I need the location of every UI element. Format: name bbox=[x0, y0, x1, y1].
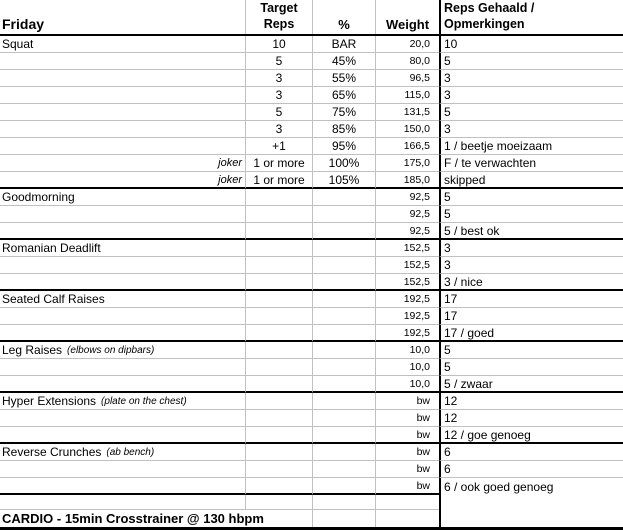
target-reps-cell[interactable]: 1 or more bbox=[245, 155, 312, 172]
reps-comment-cell[interactable]: 5 / zwaar bbox=[439, 376, 623, 393]
reps-comment-cell[interactable]: 5 bbox=[439, 53, 623, 70]
target-reps-cell[interactable] bbox=[245, 359, 312, 376]
target-reps-cell[interactable] bbox=[245, 410, 312, 427]
percent-cell[interactable] bbox=[312, 342, 375, 359]
empty-cell[interactable] bbox=[375, 495, 439, 510]
reps-achieved-label-line2: Opmerkingen bbox=[444, 16, 525, 31]
exercise-cell[interactable] bbox=[0, 138, 245, 155]
reps-comment-cell[interactable]: 6 bbox=[439, 461, 623, 478]
reps-comment-cell[interactable]: 17 bbox=[439, 291, 623, 308]
header-row bbox=[0, 0, 623, 36]
weight-cell[interactable]: bw bbox=[375, 478, 439, 495]
cardio-label: CARDIO - 15min Crosstrainer @ 130 hbpm bbox=[2, 511, 264, 526]
target-reps-cell[interactable] bbox=[245, 376, 312, 393]
exercise-cell[interactable] bbox=[0, 70, 245, 87]
empty-cell[interactable] bbox=[312, 495, 375, 510]
weight-cell[interactable]: 192,5 bbox=[375, 308, 439, 325]
reps-comment-cell[interactable]: 5 bbox=[439, 342, 623, 359]
reps-comment-cell[interactable]: 6 bbox=[439, 444, 623, 461]
target-reps-cell[interactable]: 1 or more bbox=[245, 172, 312, 189]
weight-label: Weight bbox=[385, 17, 430, 32]
percent-cell[interactable] bbox=[312, 223, 375, 240]
sheet-row bbox=[0, 257, 623, 274]
weight-cell[interactable]: 92,5 bbox=[375, 189, 439, 206]
exercise-cell[interactable] bbox=[0, 53, 245, 70]
weight-cell[interactable]: 152,5 bbox=[375, 274, 439, 291]
sheet-row bbox=[0, 291, 623, 308]
target-reps-cell[interactable] bbox=[245, 240, 312, 257]
exercise-cell[interactable] bbox=[0, 87, 245, 104]
exercise-name: Hyper Extensions bbox=[2, 394, 97, 408]
exercise-note: (plate on the chest) bbox=[101, 395, 187, 407]
weight-cell[interactable]: 152,5 bbox=[375, 257, 439, 274]
percent-cell[interactable] bbox=[312, 461, 375, 478]
empty-cell[interactable] bbox=[439, 510, 623, 527]
weight-cell[interactable]: 131,5 bbox=[375, 104, 439, 121]
sheet-row bbox=[0, 223, 623, 240]
exercise-cell[interactable] bbox=[0, 461, 245, 478]
percent-cell[interactable] bbox=[312, 189, 375, 206]
reps-comment-cell[interactable]: 6 / ook goed genoeg bbox=[439, 478, 623, 495]
sheet-row bbox=[0, 206, 623, 223]
target-reps-cell[interactable]: 3 bbox=[245, 121, 312, 138]
weight-cell[interactable]: bw bbox=[375, 410, 439, 427]
exercise-name: Seated Calf Raises bbox=[2, 292, 105, 306]
percent-cell[interactable]: 75% bbox=[312, 104, 375, 121]
weight-cell[interactable]: 185,0 bbox=[375, 172, 439, 189]
exercise-cell[interactable] bbox=[0, 36, 245, 53]
reps-comment-cell[interactable]: 5 bbox=[439, 359, 623, 376]
sheet-row bbox=[0, 121, 623, 138]
percent-cell[interactable] bbox=[312, 325, 375, 342]
exercise-cell[interactable] bbox=[0, 121, 245, 138]
sheet-row bbox=[0, 342, 623, 359]
exercise-cell[interactable] bbox=[0, 308, 245, 325]
reps-comment-cell[interactable]: skipped bbox=[439, 172, 623, 189]
empty-cell[interactable] bbox=[439, 495, 623, 510]
reps-comment-cell[interactable]: 5 / best ok bbox=[439, 223, 623, 240]
target-reps-cell[interactable]: 5 bbox=[245, 53, 312, 70]
reps-comment-cell[interactable]: 3 bbox=[439, 240, 623, 257]
reps-comment-cell[interactable]: 3 bbox=[439, 121, 623, 138]
exercise-cell[interactable] bbox=[0, 206, 245, 223]
target-reps-cell[interactable] bbox=[245, 291, 312, 308]
percent-cell[interactable] bbox=[312, 257, 375, 274]
reps-comment-cell[interactable]: 17 bbox=[439, 308, 623, 325]
percent-cell[interactable]: 100% bbox=[312, 155, 375, 172]
sheet-row bbox=[0, 70, 623, 87]
sheet-row bbox=[0, 478, 623, 495]
weight-cell[interactable]: bw bbox=[375, 461, 439, 478]
sheet-row bbox=[0, 36, 623, 53]
target-reps-cell[interactable]: +1 bbox=[245, 138, 312, 155]
reps-comment-cell[interactable]: 12 bbox=[439, 393, 623, 410]
exercise-cell[interactable] bbox=[0, 444, 245, 461]
reps-comment-cell[interactable]: 17 / goed bbox=[439, 325, 623, 342]
weight-cell[interactable]: 192,5 bbox=[375, 325, 439, 342]
target-reps-cell[interactable] bbox=[245, 257, 312, 274]
weight-cell[interactable]: bw bbox=[375, 393, 439, 410]
target-reps-cell[interactable] bbox=[245, 427, 312, 444]
sheet-row bbox=[0, 376, 623, 393]
weight-cell[interactable]: 166,5 bbox=[375, 138, 439, 155]
empty-row bbox=[0, 495, 623, 510]
sheet-row bbox=[0, 87, 623, 104]
target-reps-cell[interactable] bbox=[245, 206, 312, 223]
empty-cell[interactable] bbox=[312, 510, 375, 527]
exercise-cell[interactable] bbox=[0, 240, 245, 257]
target-reps-cell[interactable]: 10 bbox=[245, 36, 312, 53]
weight-cell[interactable]: 92,5 bbox=[375, 206, 439, 223]
weight-cell[interactable]: 20,0 bbox=[375, 36, 439, 53]
reps-comment-cell[interactable]: F / te verwachten bbox=[439, 155, 623, 172]
reps-comment-cell[interactable]: 3 bbox=[439, 87, 623, 104]
reps-comment-cell[interactable]: 5 bbox=[439, 206, 623, 223]
percent-cell[interactable]: 105% bbox=[312, 172, 375, 189]
empty-cell[interactable] bbox=[375, 510, 439, 527]
exercise-cell[interactable] bbox=[0, 257, 245, 274]
sheet-row bbox=[0, 172, 623, 189]
sheet-row bbox=[0, 325, 623, 342]
sheet-row bbox=[0, 240, 623, 257]
reps-comment-cell[interactable]: 12 bbox=[439, 410, 623, 427]
weight-header-cell[interactable] bbox=[375, 0, 439, 34]
target-reps-cell[interactable] bbox=[245, 393, 312, 410]
exercise-cell[interactable] bbox=[0, 189, 245, 206]
day-header-cell[interactable] bbox=[0, 0, 245, 34]
weight-cell[interactable]: 192,5 bbox=[375, 291, 439, 308]
cardio-row bbox=[0, 510, 623, 527]
exercise-name: Goodmorning bbox=[2, 190, 75, 204]
sheet-row bbox=[0, 138, 623, 155]
weight-cell[interactable]: bw bbox=[375, 444, 439, 461]
weight-cell[interactable]: 152,5 bbox=[375, 240, 439, 257]
percent-cell[interactable] bbox=[312, 376, 375, 393]
exercise-name: Squat bbox=[2, 37, 34, 51]
reps-comment-cell[interactable]: 10 bbox=[439, 36, 623, 53]
weight-cell[interactable]: 80,0 bbox=[375, 53, 439, 70]
sheet-row bbox=[0, 410, 623, 427]
percent-cell[interactable]: 65% bbox=[312, 87, 375, 104]
percent-label: % bbox=[338, 17, 350, 32]
exercise-name: Reverse Crunches bbox=[2, 445, 102, 459]
exercise-cell[interactable] bbox=[0, 274, 245, 291]
reps-comment-cell[interactable]: 3 / nice bbox=[439, 274, 623, 291]
exercise-note: (elbows on dipbars) bbox=[67, 344, 155, 356]
reps-comment-cell[interactable]: 5 bbox=[439, 189, 623, 206]
target-reps-cell[interactable] bbox=[245, 444, 312, 461]
rows-container bbox=[0, 36, 623, 495]
percent-cell[interactable] bbox=[312, 308, 375, 325]
target-reps-cell[interactable] bbox=[245, 478, 312, 495]
sheet-row bbox=[0, 444, 623, 461]
sheet-row bbox=[0, 308, 623, 325]
target-reps-cell[interactable] bbox=[245, 223, 312, 240]
target-reps-cell[interactable]: 3 bbox=[245, 87, 312, 104]
weight-cell[interactable]: 150,0 bbox=[375, 121, 439, 138]
reps-comment-cell[interactable]: 3 bbox=[439, 70, 623, 87]
reps-comment-cell[interactable]: 1 / beetje moeizaam bbox=[439, 138, 623, 155]
reps-comment-cell[interactable]: 5 bbox=[439, 104, 623, 121]
sheet-row bbox=[0, 359, 623, 376]
target-reps-cell[interactable] bbox=[245, 461, 312, 478]
sheet-row bbox=[0, 155, 623, 172]
sheet-row bbox=[0, 189, 623, 206]
weight-cell[interactable]: 10,0 bbox=[375, 342, 439, 359]
cardio-cell[interactable] bbox=[0, 510, 312, 527]
sheet-row bbox=[0, 104, 623, 121]
percent-cell[interactable] bbox=[312, 393, 375, 410]
sheet-row bbox=[0, 393, 623, 410]
sheet-row bbox=[0, 274, 623, 291]
weight-cell[interactable]: 175,0 bbox=[375, 155, 439, 172]
weight-cell[interactable]: bw bbox=[375, 427, 439, 444]
exercise-cell[interactable] bbox=[0, 478, 245, 495]
percent-cell[interactable]: 95% bbox=[312, 138, 375, 155]
percent-cell[interactable]: 85% bbox=[312, 121, 375, 138]
empty-cell[interactable] bbox=[0, 495, 245, 510]
percent-cell[interactable] bbox=[312, 291, 375, 308]
weight-cell[interactable]: 115,0 bbox=[375, 87, 439, 104]
empty-cell[interactable] bbox=[245, 495, 312, 510]
weight-cell[interactable]: 10,0 bbox=[375, 359, 439, 376]
exercise-cell[interactable] bbox=[0, 342, 245, 359]
percent-cell[interactable] bbox=[312, 206, 375, 223]
weight-cell[interactable]: 96,5 bbox=[375, 70, 439, 87]
target-reps-label-line2: Reps bbox=[263, 16, 295, 31]
sheet-row bbox=[0, 53, 623, 70]
exercise-cell[interactable] bbox=[0, 223, 245, 240]
reps-comment-cell[interactable]: 3 bbox=[439, 257, 623, 274]
target-reps-cell[interactable]: 5 bbox=[245, 104, 312, 121]
exercise-cell[interactable] bbox=[0, 393, 245, 410]
target-reps-cell[interactable] bbox=[245, 274, 312, 291]
exercise-cell[interactable] bbox=[0, 376, 245, 393]
weight-cell[interactable]: 10,0 bbox=[375, 376, 439, 393]
reps-achieved-header-cell[interactable] bbox=[439, 0, 623, 34]
target-reps-label-line1: Target bbox=[260, 1, 298, 15]
exercise-cell[interactable] bbox=[0, 359, 245, 376]
exercise-cell[interactable]: joker bbox=[0, 172, 245, 189]
exercise-cell[interactable]: joker bbox=[0, 155, 245, 172]
reps-achieved-label-line1: Reps Gehaald / bbox=[444, 1, 535, 15]
percent-cell[interactable]: 55% bbox=[312, 70, 375, 87]
percent-cell[interactable] bbox=[312, 240, 375, 257]
weight-cell[interactable]: 92,5 bbox=[375, 223, 439, 240]
percent-cell[interactable] bbox=[312, 427, 375, 444]
target-reps-cell[interactable] bbox=[245, 342, 312, 359]
day-label: Friday bbox=[2, 16, 45, 32]
reps-comment-cell[interactable]: 12 / goe genoeg bbox=[439, 427, 623, 444]
sheet-row bbox=[0, 427, 623, 444]
target-reps-header-cell[interactable] bbox=[245, 0, 312, 34]
exercise-name: Leg Raises bbox=[2, 343, 63, 357]
percent-cell[interactable] bbox=[312, 274, 375, 291]
target-reps-cell[interactable] bbox=[245, 325, 312, 342]
target-reps-cell[interactable] bbox=[245, 189, 312, 206]
sheet-row bbox=[0, 461, 623, 478]
percent-cell[interactable] bbox=[312, 444, 375, 461]
percent-cell[interactable] bbox=[312, 410, 375, 427]
percent-cell[interactable]: BAR bbox=[312, 36, 375, 53]
percent-cell[interactable] bbox=[312, 478, 375, 495]
exercise-cell[interactable] bbox=[0, 325, 245, 342]
target-reps-cell[interactable]: 3 bbox=[245, 70, 312, 87]
exercise-cell[interactable] bbox=[0, 410, 245, 427]
exercise-cell[interactable] bbox=[0, 104, 245, 121]
exercise-cell[interactable] bbox=[0, 427, 245, 444]
target-reps-cell[interactable] bbox=[245, 308, 312, 325]
exercise-name: Romanian Deadlift bbox=[2, 241, 101, 255]
percent-cell[interactable]: 45% bbox=[312, 53, 375, 70]
percent-header-cell[interactable] bbox=[312, 0, 375, 34]
exercise-note: (ab bench) bbox=[106, 446, 155, 458]
exercise-cell[interactable] bbox=[0, 291, 245, 308]
percent-cell[interactable] bbox=[312, 359, 375, 376]
